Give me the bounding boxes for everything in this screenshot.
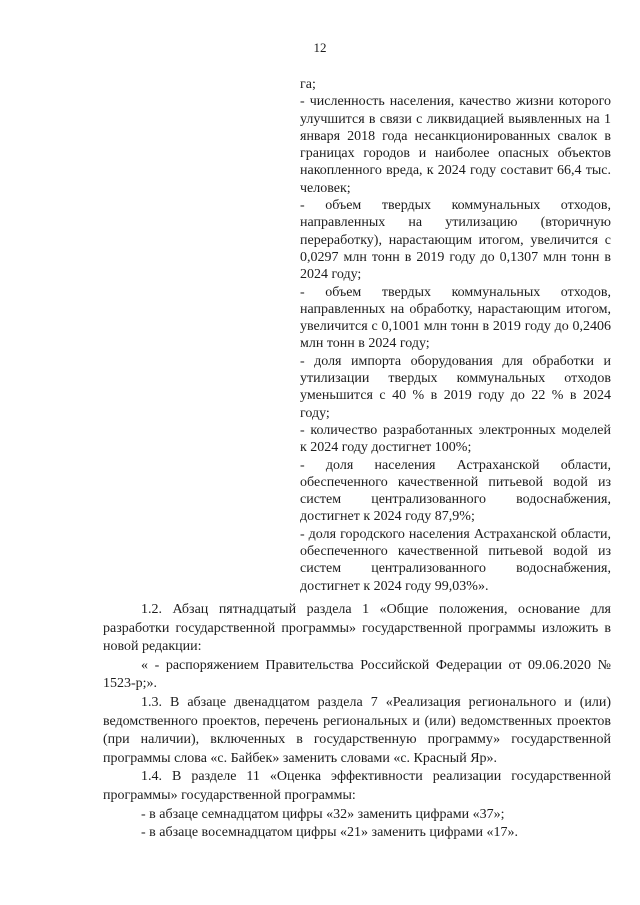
indicator-list xyxy=(300,76,611,595)
list-item-population-quality: - численность населения, качество жизни которого улучшится в связи с ликвидацией выявленных на 1 января 2018 года несанкционированных свалок в границах городов и наиболее опасных объектов накопленного вреда, к 2024 году составит 66,4 тыс. человек; xyxy=(300,94,611,196)
list-item-drinking-water-population: - доля населения Астраханской области, обеспеченного качественной питьевой водой из систем централизованного водоснабжения, достигнет к 2024 году 87,9%; xyxy=(300,457,611,525)
paragraph-item-17: - в абзаце семнадцатом цифры «32» заменить цифрами «37»; xyxy=(141,806,505,822)
list-item-import-share: - доля импорта оборудования для обработки и утилизации твердых коммунальных отходов уменьшится с 40 % в 2019 году до 22 % в 2024 году; xyxy=(300,353,611,421)
list-item-waste-processing: - объем твердых коммунальных отходов, направленных на обработку, нарастающим итогом, увеличится с 0,1001 млн тонн в 2019 году до 0,2406 млн тонн в 2024 году; xyxy=(300,284,611,352)
paragraph-1-2: 1.2. Абзац пятнадцатый раздела 1 «Общие положения, основание для разработки государственной программы» государственной программы изложить в новой редакции: xyxy=(103,602,611,655)
list-item-continuation: га; xyxy=(300,77,316,92)
main-text xyxy=(103,601,611,843)
list-item-drinking-water-urban: - доля городского населения Астраханской области, обеспеченного качественной питьевой водой из систем централизованного водоснабжения, достигнет к 2024 году 99,03%». xyxy=(300,526,611,594)
paragraph-1-4: 1.4. В разделе 11 «Оценка эффективности реализации государственной программы» государственной программы: xyxy=(103,769,611,803)
page-number: 12 xyxy=(313,40,327,55)
list-item-electronic-models: - количество разработанных электронных моделей к 2024 году достигнет 100%; xyxy=(300,422,611,456)
list-item-waste-utilization: - объем твердых коммунальных отходов, направленных на утилизацию (вторичную переработку), нарастающим итогом, увеличится с 0,0297 млн тонн в 2019 году до 0,1307 млн тонн в 2024 году; xyxy=(300,198,611,283)
paragraph-quote: « - распоряжением Правительства Российской Федерации от 09.06.2020 № 1523-р;». xyxy=(103,657,611,692)
paragraph-item-18: - в абзаце восемнадцатом цифры «21» заменить цифрами «17». xyxy=(141,825,518,841)
paragraph-1-3: 1.3. В абзаце двенадцатом раздела 7 «Реализация регионального и (или) ведомственного проектов, перечень региональных и (или) ведомственных проектов (при наличии), включенных в государственную программу» государственной программы слова «с. Байбек» заменить словами «с. Красный Яр». xyxy=(103,694,611,766)
